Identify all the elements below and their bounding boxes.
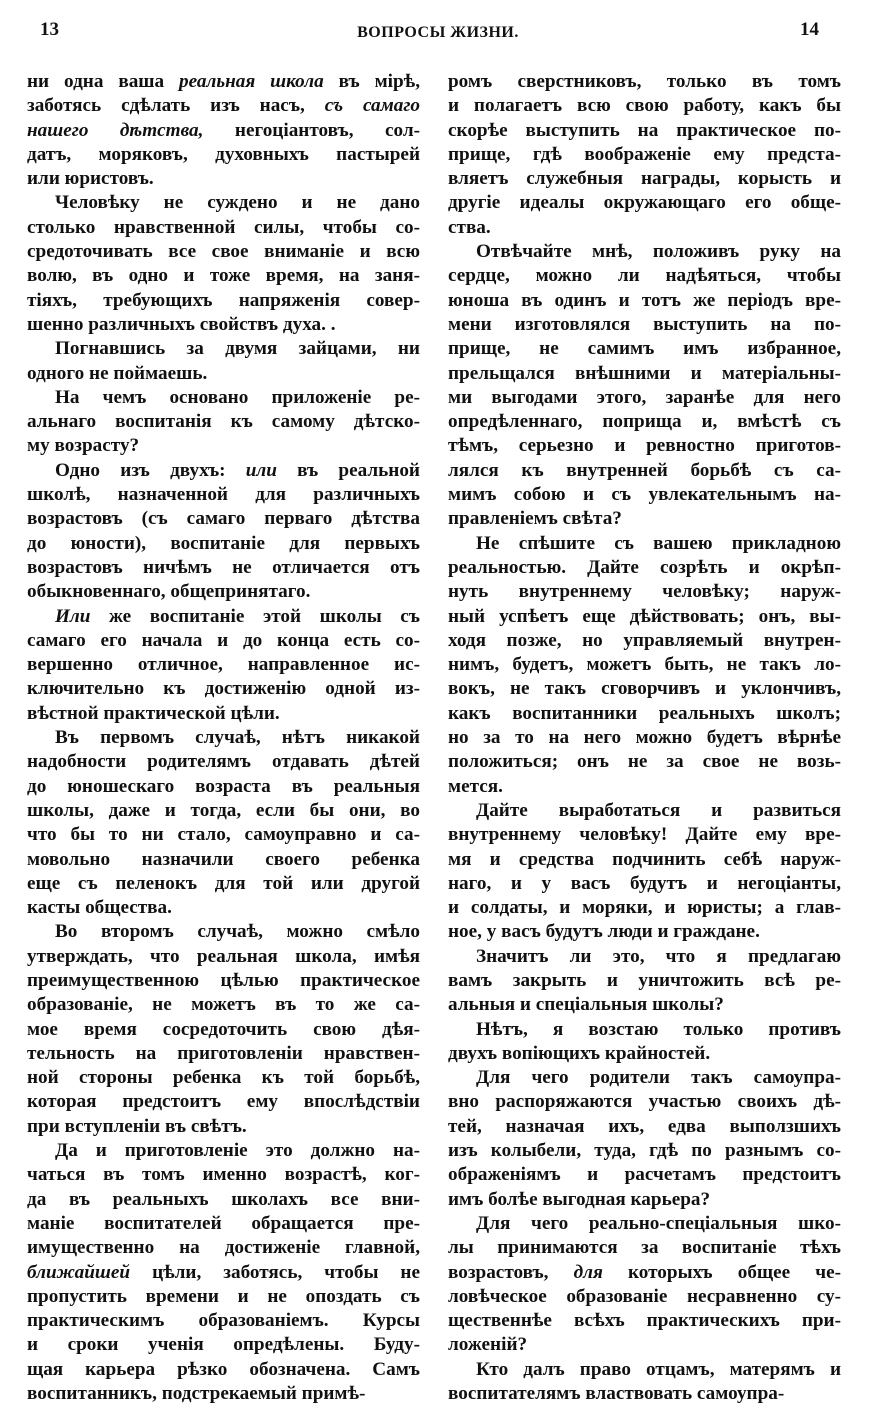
text-run: цѣли, заботясь, чтобы не bbox=[130, 1261, 420, 1283]
text-line bbox=[27, 969, 420, 993]
paragraph bbox=[27, 920, 420, 1139]
paragraph bbox=[448, 532, 841, 799]
text-line bbox=[448, 532, 841, 556]
text-run: щественнѣе всѣхъ практическихъ при- bbox=[448, 1310, 841, 1332]
text-run: школы, даже и тогда, если бы они, во bbox=[27, 799, 420, 821]
text-run: заботясь сдѣлать изъ насъ, bbox=[27, 95, 325, 117]
text-line bbox=[448, 216, 841, 240]
paragraph bbox=[448, 1212, 841, 1358]
text-run: въ мірѣ, bbox=[323, 71, 420, 92]
text-run: касты общества. bbox=[27, 897, 172, 919]
text-line bbox=[448, 240, 841, 264]
text-line bbox=[27, 896, 420, 920]
text-run: Для чего родители такъ самоупра- bbox=[476, 1067, 841, 1089]
text-run: да въ реальныхъ школахъ все вни- bbox=[27, 1188, 420, 1210]
text-run: двухъ вопіющихъ крайностей. bbox=[448, 1042, 711, 1064]
text-line bbox=[448, 1188, 841, 1212]
text-run: негоціантовъ, сол- bbox=[203, 119, 420, 141]
page-number-right: 14 bbox=[800, 19, 819, 40]
text-line bbox=[448, 993, 841, 1017]
text-line bbox=[448, 1139, 841, 1163]
text-line bbox=[448, 264, 841, 288]
text-run: реальностью. Дайте созрѣть и окрѣп- bbox=[448, 556, 841, 578]
text-run: маніе воспитателей обращается пре- bbox=[27, 1212, 420, 1234]
text-line bbox=[448, 313, 841, 337]
text-run: ромъ сверстниковъ, только въ томъ bbox=[448, 71, 841, 92]
text-line bbox=[27, 1139, 420, 1163]
text-run: ми выгодами этого, заранѣе для него bbox=[448, 386, 841, 408]
text-line bbox=[448, 1018, 841, 1042]
text-line bbox=[27, 945, 420, 969]
text-line bbox=[448, 605, 841, 629]
text-run: мется. bbox=[448, 775, 503, 797]
text-line bbox=[448, 1115, 841, 1139]
text-run: положиться; онъ не за свое не возь- bbox=[448, 751, 841, 773]
text-line bbox=[27, 1042, 420, 1066]
text-line bbox=[448, 556, 841, 580]
text-line bbox=[448, 629, 841, 653]
running-title: ВОПРОСЫ ЖИЗНИ. bbox=[357, 24, 519, 41]
text-run: обыкновеннаго, общепринятаго. bbox=[27, 581, 311, 603]
text-run: шенно различныхъ свойствъ духа. . bbox=[27, 313, 336, 335]
text-line bbox=[27, 143, 420, 167]
text-line bbox=[448, 143, 841, 167]
text-line bbox=[27, 1188, 420, 1212]
text-run: Человѣку не суждено и не дано bbox=[55, 192, 420, 214]
text-line bbox=[448, 289, 841, 313]
text-line bbox=[448, 507, 841, 531]
text-run: и солдаты, и моряки, и юристы; а глав- bbox=[448, 897, 841, 919]
text-run: тіяхъ, требующихъ напряженія совер- bbox=[27, 289, 420, 311]
paragraph bbox=[448, 1066, 841, 1212]
text-run: ной стороны ребенка къ той борьбѣ, bbox=[27, 1067, 420, 1089]
text-line bbox=[448, 119, 841, 143]
text-line bbox=[448, 483, 841, 507]
text-line bbox=[27, 993, 420, 1017]
text-run: при вступленіи въ свѣтъ. bbox=[27, 1115, 247, 1137]
text-line bbox=[448, 1066, 841, 1090]
text-line bbox=[27, 167, 420, 191]
text-line bbox=[27, 1236, 420, 1260]
text-run: Во второмъ случаѣ, можно смѣло bbox=[55, 921, 420, 943]
text-run: внутреннему человѣку! Дайте ему вре- bbox=[448, 824, 841, 846]
text-run: практическимъ образованіемъ. Курсы bbox=[27, 1310, 420, 1332]
text-run: ключительно къ достиженію одной из- bbox=[27, 678, 420, 700]
text-run: ловѣческое образованіе несравненно су- bbox=[448, 1285, 841, 1307]
text-line bbox=[448, 434, 841, 458]
text-run: ства. bbox=[448, 216, 491, 238]
text-run: и сроки ученія опредѣлены. Буду- bbox=[27, 1334, 420, 1356]
text-run: вамъ закрыть и уничтожить всѣ ре- bbox=[448, 969, 841, 991]
text-run: пропустить времени и не опоздать съ bbox=[27, 1285, 420, 1307]
text-line bbox=[448, 848, 841, 872]
text-run: до юношескаго возраста въ реальныя bbox=[27, 775, 420, 797]
paragraph bbox=[448, 1358, 841, 1407]
text-run: воспитанникъ, подстрекаемый примѣ- bbox=[27, 1383, 366, 1405]
text-line bbox=[448, 580, 841, 604]
text-line bbox=[448, 872, 841, 896]
text-run: мени изготовлялся выступить на по- bbox=[448, 313, 841, 335]
text-run: Въ первомъ случаѣ, нѣтъ никакой bbox=[55, 727, 420, 749]
text-line bbox=[27, 386, 420, 410]
text-line bbox=[448, 1261, 841, 1285]
text-line bbox=[448, 459, 841, 483]
text-line bbox=[27, 653, 420, 677]
text-line bbox=[448, 653, 841, 677]
text-line bbox=[27, 459, 420, 483]
text-line bbox=[27, 434, 420, 458]
text-line bbox=[448, 677, 841, 701]
text-run: мое время сосредоточить свою дѣя- bbox=[27, 1018, 420, 1040]
text-run: вляетъ служебныя награды, корысть и bbox=[448, 168, 841, 190]
text-line bbox=[448, 775, 841, 799]
text-run: Дайте выработаться и развиться bbox=[476, 799, 841, 821]
text-line bbox=[27, 289, 420, 313]
text-line bbox=[27, 556, 420, 580]
paragraph bbox=[27, 459, 420, 605]
text-line bbox=[448, 1382, 841, 1406]
paragraph bbox=[27, 191, 420, 337]
text-run: одного не поймаешь. bbox=[27, 362, 208, 384]
text-line bbox=[27, 1309, 420, 1333]
text-run: Кто далъ право отцамъ, матерямъ и bbox=[476, 1358, 841, 1380]
text-run: какъ воспитанники реальныхъ школъ; bbox=[448, 702, 841, 724]
text-line bbox=[27, 605, 420, 629]
text-line bbox=[27, 1382, 420, 1406]
text-run: мя и средства подчинить себѣ наруж- bbox=[448, 848, 841, 870]
text-run: вершенно отличное, направленное ис- bbox=[27, 654, 420, 676]
text-run: мовольно назначили своего ребенка bbox=[27, 848, 420, 870]
text-line bbox=[448, 191, 841, 215]
text-run: прище, гдѣ воображеніе ему предста- bbox=[448, 143, 841, 165]
text-run: ное, у васъ будутъ люди и граждане. bbox=[448, 921, 760, 943]
paragraph bbox=[448, 240, 841, 532]
text-line bbox=[448, 1163, 841, 1187]
text-line bbox=[448, 799, 841, 823]
text-run: возрастовъ (съ самаго перваго дѣтства bbox=[27, 508, 420, 530]
text-line bbox=[27, 191, 420, 215]
text-line bbox=[27, 1212, 420, 1236]
text-run: юноша въ одинъ и тотъ же періодъ вре- bbox=[448, 289, 841, 311]
text-line bbox=[27, 362, 420, 386]
text-line bbox=[448, 386, 841, 410]
text-line bbox=[448, 896, 841, 920]
text-line bbox=[448, 337, 841, 361]
text-line bbox=[27, 1163, 420, 1187]
text-line bbox=[27, 1333, 420, 1357]
text-line bbox=[448, 823, 841, 847]
italic-emphasis: нашего дѣтства, bbox=[27, 119, 204, 141]
text-run: тей, назначая ихъ, едва выползшихъ bbox=[448, 1115, 841, 1137]
text-line bbox=[448, 362, 841, 386]
text-run: или юристовъ. bbox=[27, 168, 154, 190]
text-run: ложеній? bbox=[448, 1334, 528, 1356]
paragraph bbox=[27, 386, 420, 459]
text-line bbox=[27, 1285, 420, 1309]
text-run: чаться въ томъ именно возрастѣ, ког- bbox=[27, 1164, 420, 1186]
text-run: мимъ собою и съ увлекательнымъ на- bbox=[448, 484, 841, 506]
text-run: опредѣленнаго, поприща и, вмѣстѣ съ bbox=[448, 411, 841, 433]
text-line bbox=[27, 94, 420, 118]
text-line bbox=[448, 70, 841, 94]
text-run: вѣстной практической цѣли. bbox=[27, 702, 280, 724]
text-run: ный успѣетъ еще дѣйствовать; онъ, вы- bbox=[448, 605, 841, 627]
text-run: еще съ пеленокъ для той или другой bbox=[27, 872, 420, 894]
paragraph bbox=[448, 945, 841, 1018]
text-run: что бы то ни стало, самоуправно и са- bbox=[27, 824, 420, 846]
text-line bbox=[448, 94, 841, 118]
text-run: образованіе, не можетъ въ то же са- bbox=[27, 994, 420, 1016]
text-line bbox=[27, 848, 420, 872]
text-run: Погнавшись за двумя зайцами, ни bbox=[55, 338, 420, 360]
text-run: тѣмъ, серьезно и ревностно приготов- bbox=[448, 435, 841, 457]
text-line bbox=[27, 507, 420, 531]
paragraph bbox=[27, 1139, 420, 1406]
text-line bbox=[448, 167, 841, 191]
text-run: щая карьера рѣзко обозначена. Самъ bbox=[27, 1358, 420, 1380]
text-run: но за то на него можно будетъ вѣрнѣе bbox=[448, 727, 841, 749]
text-run: датъ, моряковъ, духовныхъ пастырей bbox=[27, 143, 420, 165]
text-line bbox=[27, 1115, 420, 1139]
italic-emphasis: для bbox=[573, 1261, 603, 1283]
text-run: нуть внутреннему человѣку; наруж- bbox=[448, 581, 841, 603]
text-line bbox=[448, 1212, 841, 1236]
text-line bbox=[27, 337, 420, 361]
text-run: имущественно на достиженіе главной, bbox=[27, 1237, 420, 1259]
text-line bbox=[27, 240, 420, 264]
text-run: му возрасту? bbox=[27, 435, 140, 457]
text-line bbox=[27, 483, 420, 507]
text-line bbox=[27, 1066, 420, 1090]
text-column-left bbox=[27, 70, 420, 1406]
italic-emphasis: реальная школа bbox=[179, 71, 324, 92]
text-line bbox=[27, 775, 420, 799]
text-line bbox=[27, 410, 420, 434]
text-line bbox=[448, 1042, 841, 1066]
paragraph bbox=[27, 605, 420, 726]
text-line bbox=[448, 1309, 841, 1333]
text-line bbox=[27, 702, 420, 726]
page-number-left: 13 bbox=[40, 19, 59, 40]
text-run: Для чего реально-спеціальныя шко- bbox=[476, 1212, 841, 1234]
text-line bbox=[27, 1018, 420, 1042]
text-line bbox=[448, 1285, 841, 1309]
text-line bbox=[27, 629, 420, 653]
text-line bbox=[27, 1261, 420, 1285]
text-run: прище, не самимъ имъ избранное, bbox=[448, 338, 841, 360]
paragraph bbox=[448, 1018, 841, 1067]
text-line bbox=[448, 1090, 841, 1114]
text-run: утверждать, что реальная школа, имѣя bbox=[27, 945, 420, 967]
text-line bbox=[448, 969, 841, 993]
text-run: средоточивать все свое вниманіе и всю bbox=[27, 241, 420, 263]
text-column-right bbox=[448, 70, 841, 1406]
text-run: вокъ, не такъ сговорчивъ и уклончивъ, bbox=[448, 678, 841, 700]
paragraph bbox=[27, 337, 420, 386]
paragraph bbox=[448, 70, 841, 240]
text-run: прельщался внѣшними и матеріальны- bbox=[448, 362, 841, 384]
text-run: наго, и у васъ будутъ и негоціанты, bbox=[448, 872, 841, 894]
text-line bbox=[448, 1358, 841, 1382]
text-line bbox=[27, 726, 420, 750]
text-run: Значитъ ли это, что я предлагаю bbox=[476, 945, 841, 967]
text-line bbox=[448, 1333, 841, 1357]
italic-emphasis: съ самаго bbox=[324, 95, 420, 117]
text-line bbox=[27, 264, 420, 288]
text-run: которыхъ общее че- bbox=[602, 1261, 841, 1283]
text-run: надобности родителямъ отдавать дѣтей bbox=[27, 751, 420, 773]
text-line bbox=[27, 823, 420, 847]
text-run: Да и приготовленіе это должно на- bbox=[55, 1140, 420, 1162]
text-run: сердце, можно ли надѣяться, чтобы bbox=[448, 265, 841, 287]
text-run: столько нравственной силы, чтобы со- bbox=[27, 216, 420, 238]
text-run: школѣ, назначенной для различныхъ bbox=[27, 484, 420, 506]
text-line bbox=[27, 313, 420, 337]
text-run: же воспитаніе этой школы съ bbox=[90, 605, 420, 627]
italic-emphasis: Или bbox=[55, 605, 91, 627]
text-run: преимущественною цѣлью практическое bbox=[27, 969, 420, 991]
text-run: другіе идеалы окружающаго его обще- bbox=[448, 192, 841, 214]
text-run: лы принимаются за воспитаніе тѣхъ bbox=[448, 1237, 841, 1259]
text-run: альнаго воспитанія къ самому дѣтско- bbox=[27, 411, 420, 433]
text-run: имъ болѣе выгодная карьера? bbox=[448, 1188, 711, 1210]
text-run: до юности), воспитаніе для первыхъ bbox=[27, 532, 420, 554]
text-line bbox=[448, 726, 841, 750]
text-line bbox=[448, 920, 841, 944]
text-run: ходя позже, но управляемый внутрен- bbox=[448, 629, 841, 651]
text-line bbox=[27, 216, 420, 240]
italic-emphasis: ближайшей bbox=[27, 1261, 131, 1283]
text-run: Нѣтъ, я возстаю только противъ bbox=[476, 1018, 841, 1040]
text-run: Не спѣшите съ вашею прикладною bbox=[476, 532, 841, 554]
text-run: альныя и спеціальныя школы? bbox=[448, 994, 724, 1016]
text-run: правленіемъ свѣта? bbox=[448, 508, 622, 530]
text-line bbox=[27, 750, 420, 774]
text-line bbox=[27, 70, 420, 94]
text-run: которая предстоитъ ему впослѣдствіи bbox=[27, 1091, 420, 1113]
text-line bbox=[27, 799, 420, 823]
paragraph bbox=[448, 799, 841, 945]
text-run: ни одна ваша bbox=[27, 71, 180, 92]
text-run: скорѣе выступить на практическое по- bbox=[448, 119, 841, 141]
text-run: изъ колыбели, туда, гдѣ по разнымъ со- bbox=[448, 1140, 841, 1162]
italic-emphasis: или bbox=[245, 459, 277, 481]
text-run: и полагаетъ всю свою работу, какъ бы bbox=[448, 95, 841, 117]
text-run: волю, въ одно и тоже время, на заня- bbox=[27, 265, 420, 287]
text-run: лялся къ внутренней борьбѣ съ са- bbox=[448, 459, 841, 481]
text-line bbox=[27, 1358, 420, 1382]
text-run: Одно изъ двухъ: bbox=[55, 459, 246, 481]
text-line bbox=[448, 1236, 841, 1260]
text-run: возрастовъ ничѣмъ не отличается отъ bbox=[27, 556, 420, 578]
text-line bbox=[448, 750, 841, 774]
text-line bbox=[448, 945, 841, 969]
text-run: нимъ, будетъ, можетъ быть, не такъ ло- bbox=[448, 654, 841, 676]
text-run: тельность на приготовленіи нравствен- bbox=[27, 1042, 420, 1064]
text-line bbox=[448, 702, 841, 726]
text-run: въ реальной bbox=[276, 459, 420, 481]
text-line bbox=[27, 119, 420, 143]
text-line bbox=[27, 1090, 420, 1114]
paragraph bbox=[27, 726, 420, 920]
text-run: ображеніямъ и расчетамъ предстоитъ bbox=[448, 1164, 841, 1186]
text-line bbox=[27, 677, 420, 701]
text-line bbox=[27, 532, 420, 556]
text-line bbox=[27, 580, 420, 604]
text-line bbox=[27, 872, 420, 896]
text-run: самаго его начала и до конца есть со- bbox=[27, 629, 420, 651]
text-line bbox=[27, 920, 420, 944]
paragraph bbox=[27, 70, 420, 191]
text-run: возрастовъ, bbox=[448, 1261, 574, 1283]
text-run: воспитателямъ властвовать самоупра- bbox=[448, 1383, 785, 1405]
text-line bbox=[448, 410, 841, 434]
text-run: На чемъ основано приложеніе ре- bbox=[55, 386, 420, 408]
text-run: вно распоряжаются участью своихъ дѣ- bbox=[448, 1091, 841, 1113]
text-run: Отвѣчайте мнѣ, положивъ руку на bbox=[476, 241, 841, 263]
